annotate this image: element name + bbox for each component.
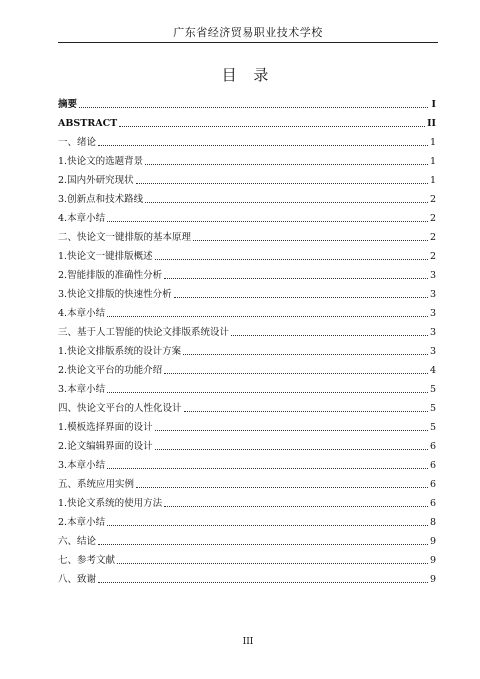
toc-entry[interactable] — [58, 529, 436, 548]
toc-entry-title: 一、绪论 — [58, 137, 97, 148]
toc-entry[interactable] — [58, 377, 436, 396]
toc-entry-page: 2 — [429, 251, 436, 262]
toc-entry[interactable] — [58, 491, 436, 510]
toc-entry-page: 9 — [429, 555, 436, 566]
toc-leader-dots — [174, 297, 428, 298]
toc-entry[interactable] — [58, 263, 436, 282]
toc-entry[interactable] — [58, 472, 436, 491]
header-rule — [58, 42, 438, 43]
toc-entry[interactable] — [58, 282, 436, 301]
toc-leader-dots — [107, 316, 428, 317]
toc-entry-page: II — [427, 118, 436, 129]
toc-leader-dots — [164, 373, 428, 374]
toc-leader-dots — [155, 259, 428, 260]
toc-entry-page: 2 — [429, 213, 436, 224]
toc-entry-title: 摘要 — [58, 99, 78, 110]
toc-leader-dots — [79, 107, 428, 108]
toc-entry-title: 3.创新点和技术路线 — [58, 194, 144, 205]
toc-entry-title: 4.本章小结 — [58, 308, 106, 319]
toc-entry[interactable] — [58, 92, 436, 111]
toc-entry-page: 6 — [429, 460, 436, 471]
toc-entry-title: 3.本章小结 — [58, 460, 106, 471]
toc-entry[interactable] — [58, 149, 436, 168]
page-number: III — [242, 637, 254, 647]
toc-entry-page: 9 — [429, 536, 436, 547]
toc-entry[interactable] — [58, 434, 436, 453]
toc-entry-title: 1.模板选择界面的设计 — [58, 422, 153, 433]
toc-entry-page: 5 — [429, 422, 436, 433]
toc-entry[interactable] — [58, 358, 436, 377]
page-header: 广东省经济贸易职业技术学校 — [173, 26, 323, 39]
toc-entry-title: 2.智能排版的准确性分析 — [58, 270, 163, 281]
toc-entry-page: 1 — [429, 137, 436, 148]
toc-entry[interactable] — [58, 415, 436, 434]
toc-entry[interactable] — [58, 453, 436, 472]
toc-entry-title: 2.论文编辑界面的设计 — [58, 441, 153, 452]
toc-entry[interactable] — [58, 548, 436, 567]
toc-entry-title: 三、基于人工智能的快论文排版系统设计 — [58, 327, 230, 338]
toc-entry[interactable] — [58, 396, 436, 415]
toc-entry-page: 3 — [429, 270, 436, 281]
toc-entry-page: 2 — [429, 194, 436, 205]
toc-entry-page: 8 — [429, 517, 436, 528]
toc-entry-title: 1.快论文系统的使用方法 — [58, 498, 163, 509]
toc-leader-dots — [107, 221, 428, 222]
toc-entry-page: 3 — [429, 289, 436, 300]
toc-entry[interactable] — [58, 130, 436, 149]
toc-entry-page: 3 — [429, 327, 436, 338]
toc-leader-dots — [107, 392, 428, 393]
toc-entry-title: 七、参考文献 — [58, 555, 116, 566]
toc-leader-dots — [98, 582, 428, 583]
toc-entry[interactable] — [58, 187, 436, 206]
toc-leader-dots — [136, 183, 428, 184]
toc-leader-dots — [107, 525, 428, 526]
toc-entry[interactable] — [58, 111, 436, 130]
toc-entry-page: 4 — [429, 365, 436, 376]
toc-entry-title: 2.快论文平台的功能介绍 — [58, 365, 163, 376]
toc-leader-dots — [231, 335, 428, 336]
toc-entry-page: 2 — [429, 232, 436, 243]
toc-leader-dots — [98, 145, 428, 146]
toc-entry-title: ABSTRACT — [58, 118, 118, 129]
toc-leader-dots — [136, 487, 428, 488]
toc-leader-dots — [107, 468, 428, 469]
toc-entry-page: 6 — [429, 441, 436, 452]
toc-entry-title: 4.本章小结 — [58, 213, 106, 224]
toc-entry-page: 6 — [429, 479, 436, 490]
toc-entry-title: 1.快论文一键排版概述 — [58, 251, 153, 262]
toc-entry[interactable] — [58, 301, 436, 320]
toc-entry-page: 9 — [429, 574, 436, 585]
toc-leader-dots — [193, 240, 428, 241]
toc-entry-title: 2.本章小结 — [58, 517, 106, 528]
toc-entry-title: 1.快论文排版系统的设计方案 — [58, 346, 182, 357]
toc-entry-page: 5 — [429, 403, 436, 414]
toc-leader-dots — [155, 449, 428, 450]
toc-leader-dots — [155, 430, 428, 431]
page-title: 目 录 — [221, 66, 275, 84]
toc-leader-dots — [184, 411, 428, 412]
toc-leader-dots — [119, 126, 425, 127]
toc-entry[interactable] — [58, 206, 436, 225]
table-of-contents — [58, 92, 436, 586]
toc-entry-page: 3 — [429, 308, 436, 319]
toc-entry[interactable] — [58, 567, 436, 586]
toc-entry-page: I — [431, 99, 436, 110]
toc-leader-dots — [145, 202, 428, 203]
toc-entry-page: 1 — [429, 175, 436, 186]
toc-entry-page: 6 — [429, 498, 436, 509]
toc-entry-page: 5 — [429, 384, 436, 395]
toc-entry-title: 四、快论文平台的人性化设计 — [58, 403, 182, 414]
toc-entry-title: 2.国内外研究现状 — [58, 175, 134, 186]
toc-entry-title: 1.快论文的选题背景 — [58, 156, 144, 167]
toc-leader-dots — [164, 278, 428, 279]
toc-entry-title: 八、致谢 — [58, 574, 97, 585]
toc-entry-title: 二、快论文一键排版的基本原理 — [58, 232, 192, 243]
toc-entry[interactable] — [58, 339, 436, 358]
toc-leader-dots — [117, 563, 428, 564]
toc-entry-title: 3.本章小结 — [58, 384, 106, 395]
toc-entry-title: 五、系统应用实例 — [58, 479, 135, 490]
toc-entry[interactable] — [58, 510, 436, 529]
toc-leader-dots — [98, 544, 428, 545]
toc-leader-dots — [145, 164, 428, 165]
toc-entry[interactable] — [58, 225, 436, 244]
toc-leader-dots — [183, 354, 428, 355]
toc-entry-page: 3 — [429, 346, 436, 357]
toc-entry[interactable] — [58, 320, 436, 339]
toc-entry-title: 3.快论文排版的快速性分析 — [58, 289, 172, 300]
toc-entry-title: 六、结论 — [58, 536, 97, 547]
toc-entry[interactable] — [58, 168, 436, 187]
toc-entry[interactable] — [58, 244, 436, 263]
toc-leader-dots — [164, 506, 428, 507]
toc-entry-page: 1 — [429, 156, 436, 167]
